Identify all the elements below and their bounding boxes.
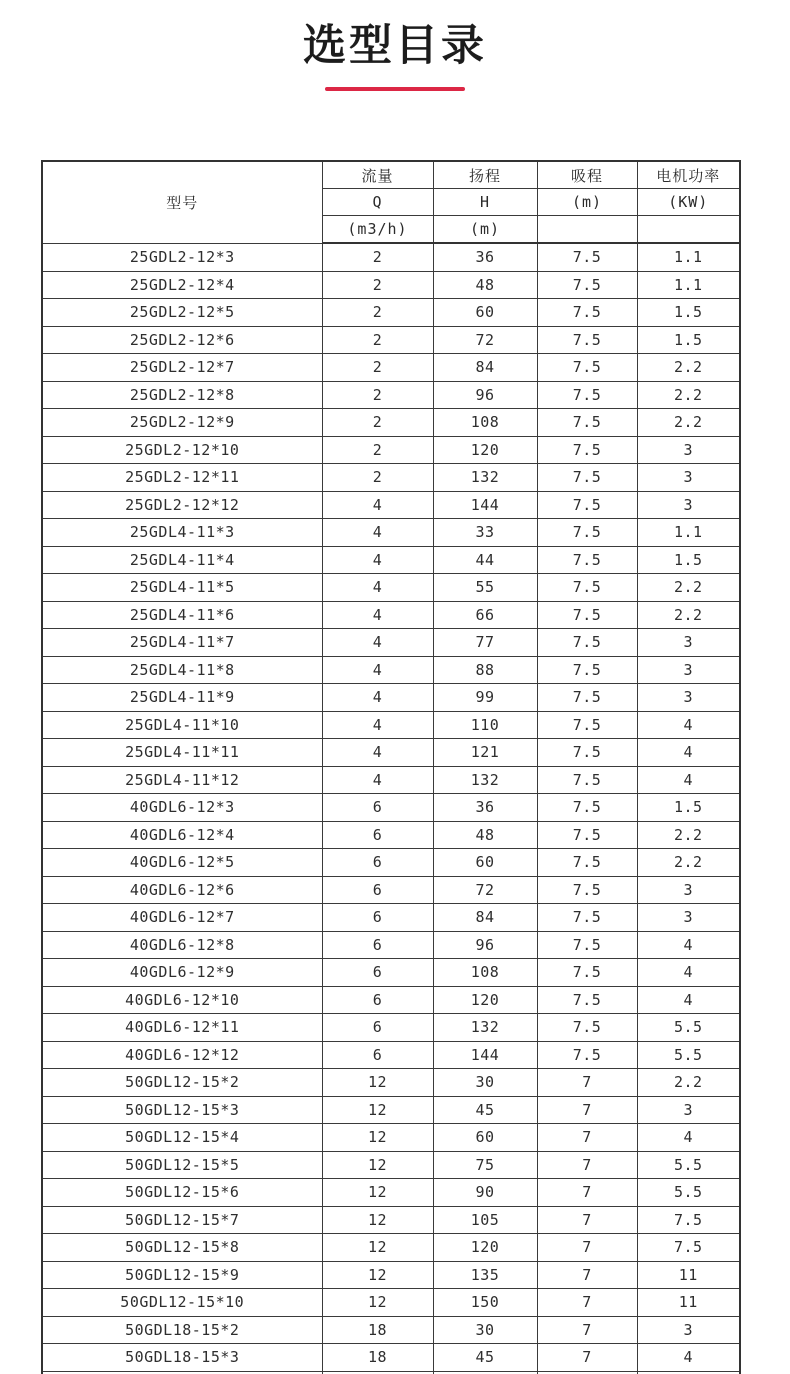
power-cell: 4 bbox=[637, 711, 740, 739]
table-row bbox=[42, 1234, 740, 1262]
power-cell: 2.2 bbox=[637, 1069, 740, 1097]
suction-cell: 7.5 bbox=[537, 684, 637, 712]
head-cell: 84 bbox=[433, 354, 537, 382]
header-row-1 bbox=[42, 161, 740, 189]
header-flow-unit: (m3/h) bbox=[322, 216, 433, 244]
model-cell: 50GDL12-15*9 bbox=[42, 1261, 322, 1289]
power-cell: 5.5 bbox=[637, 1179, 740, 1207]
power-cell: 3 bbox=[637, 876, 740, 904]
table-row bbox=[42, 1069, 740, 1097]
table-row bbox=[42, 1206, 740, 1234]
model-cell: 25GDL2-12*9 bbox=[42, 409, 322, 437]
table-row bbox=[42, 381, 740, 409]
model-cell: 50GDL12-15*7 bbox=[42, 1206, 322, 1234]
table-row bbox=[42, 821, 740, 849]
power-cell: 3 bbox=[637, 1316, 740, 1344]
power-cell: 1.1 bbox=[637, 271, 740, 299]
power-cell: 2.2 bbox=[637, 849, 740, 877]
power-cell: 2.2 bbox=[637, 821, 740, 849]
head-cell: 55 bbox=[433, 574, 537, 602]
suction-cell: 7.5 bbox=[537, 1041, 637, 1069]
table-row bbox=[42, 574, 740, 602]
flow-cell: 12 bbox=[322, 1261, 433, 1289]
flow-cell: 6 bbox=[322, 876, 433, 904]
flow-cell: 4 bbox=[322, 739, 433, 767]
model-cell: 25GDL4-11*12 bbox=[42, 766, 322, 794]
power-cell: 3 bbox=[637, 904, 740, 932]
model-cell: 40GDL6-12*4 bbox=[42, 821, 322, 849]
suction-cell: 7.5 bbox=[537, 354, 637, 382]
flow-cell: 4 bbox=[322, 601, 433, 629]
flow-cell: 2 bbox=[322, 436, 433, 464]
model-cell: 25GDL4-11*8 bbox=[42, 656, 322, 684]
flow-cell: 6 bbox=[322, 959, 433, 987]
suction-cell: 7.5 bbox=[537, 326, 637, 354]
power-cell: 1.5 bbox=[637, 794, 740, 822]
power-cell: 7.5 bbox=[637, 1206, 740, 1234]
flow-cell: 4 bbox=[322, 656, 433, 684]
head-cell: 44 bbox=[433, 546, 537, 574]
header-suction: 吸程 bbox=[537, 161, 637, 189]
header-suction-blank bbox=[537, 216, 637, 244]
flow-cell: 6 bbox=[322, 1041, 433, 1069]
model-cell: 50GDL12-15*4 bbox=[42, 1124, 322, 1152]
table-row bbox=[42, 1096, 740, 1124]
model-cell: 50GDL12-15*5 bbox=[42, 1151, 322, 1179]
table-row bbox=[42, 739, 740, 767]
power-cell: 4 bbox=[637, 986, 740, 1014]
power-cell: 4 bbox=[637, 1124, 740, 1152]
table-row bbox=[42, 684, 740, 712]
flow-cell: 6 bbox=[322, 1014, 433, 1042]
model-cell: 40GDL6-12*11 bbox=[42, 1014, 322, 1042]
table-row bbox=[42, 1261, 740, 1289]
flow-cell: 12 bbox=[322, 1179, 433, 1207]
model-cell: 50GDL12-15*3 bbox=[42, 1096, 322, 1124]
model-cell: 25GDL2-12*11 bbox=[42, 464, 322, 492]
header-model: 型号 bbox=[42, 161, 322, 243]
suction-cell: 7.5 bbox=[537, 519, 637, 547]
suction-cell: 7.5 bbox=[537, 409, 637, 437]
suction-cell: 7.5 bbox=[537, 904, 637, 932]
head-cell: 60 bbox=[433, 299, 537, 327]
model-cell: 25GDL2-12*12 bbox=[42, 491, 322, 519]
model-cell: 25GDL4-11*7 bbox=[42, 629, 322, 657]
power-cell: 2.2 bbox=[637, 601, 740, 629]
flow-cell: 4 bbox=[322, 491, 433, 519]
model-cell: 40GDL6-12*7 bbox=[42, 904, 322, 932]
head-cell: 110 bbox=[433, 711, 537, 739]
model-cell: 25GDL2-12*7 bbox=[42, 354, 322, 382]
flow-cell: 2 bbox=[322, 381, 433, 409]
model-cell: 50GDL12-15*6 bbox=[42, 1179, 322, 1207]
head-cell: 36 bbox=[433, 794, 537, 822]
suction-cell: 7.5 bbox=[537, 876, 637, 904]
head-cell: 77 bbox=[433, 629, 537, 657]
power-cell: 4 bbox=[637, 1344, 740, 1372]
table-row bbox=[42, 1179, 740, 1207]
power-cell: 1.5 bbox=[637, 299, 740, 327]
suction-cell: 7.5 bbox=[537, 574, 637, 602]
table-row bbox=[42, 464, 740, 492]
flow-cell: 6 bbox=[322, 849, 433, 877]
head-cell: 90 bbox=[433, 1179, 537, 1207]
suction-cell: 7.5 bbox=[537, 794, 637, 822]
table-row bbox=[42, 656, 740, 684]
model-cell: 40GDL6-12*10 bbox=[42, 986, 322, 1014]
head-cell: 45 bbox=[433, 1096, 537, 1124]
model-cell: 40GDL6-12*12 bbox=[42, 1041, 322, 1069]
table-row bbox=[42, 904, 740, 932]
suction-cell: 7 bbox=[537, 1261, 637, 1289]
flow-cell: 12 bbox=[322, 1096, 433, 1124]
head-cell: 88 bbox=[433, 656, 537, 684]
model-cell: 25GDL2-12*10 bbox=[42, 436, 322, 464]
flow-cell: 4 bbox=[322, 684, 433, 712]
power-cell: 4 bbox=[637, 959, 740, 987]
head-cell: 48 bbox=[433, 821, 537, 849]
head-cell: 48 bbox=[433, 271, 537, 299]
model-cell: 25GDL2-12*8 bbox=[42, 381, 322, 409]
suction-cell: 7.5 bbox=[537, 766, 637, 794]
power-cell: 4 bbox=[637, 931, 740, 959]
table-row bbox=[42, 1124, 740, 1152]
header-head-unit: (m) bbox=[433, 216, 537, 244]
suction-cell: 7.5 bbox=[537, 711, 637, 739]
model-cell: 40GDL6-12*3 bbox=[42, 794, 322, 822]
head-cell: 99 bbox=[433, 684, 537, 712]
table-row bbox=[42, 959, 740, 987]
table-row bbox=[42, 436, 740, 464]
power-cell: 2.2 bbox=[637, 354, 740, 382]
head-cell: 72 bbox=[433, 326, 537, 354]
suction-cell: 7.5 bbox=[537, 271, 637, 299]
power-cell: 3 bbox=[637, 491, 740, 519]
flow-cell: 4 bbox=[322, 546, 433, 574]
model-cell: 40GDL6-12*8 bbox=[42, 931, 322, 959]
table-row bbox=[42, 1151, 740, 1179]
table-row bbox=[42, 243, 740, 271]
model-cell: 25GDL2-12*4 bbox=[42, 271, 322, 299]
suction-cell: 7 bbox=[537, 1316, 637, 1344]
model-cell: 50GDL18-15*2 bbox=[42, 1316, 322, 1344]
head-cell: 132 bbox=[433, 1014, 537, 1042]
flow-cell: 2 bbox=[322, 354, 433, 382]
suction-cell: 7.5 bbox=[537, 849, 637, 877]
suction-cell: 7.5 bbox=[537, 931, 637, 959]
head-cell: 36 bbox=[433, 243, 537, 271]
flow-cell: 12 bbox=[322, 1151, 433, 1179]
suction-cell: 7.5 bbox=[537, 243, 637, 271]
suction-cell: 7.5 bbox=[537, 601, 637, 629]
head-cell: 144 bbox=[433, 491, 537, 519]
flow-cell: 12 bbox=[322, 1124, 433, 1152]
header-power-unit: (KW) bbox=[637, 189, 740, 216]
table-row bbox=[42, 491, 740, 519]
power-cell: 2.2 bbox=[637, 381, 740, 409]
flow-cell: 18 bbox=[322, 1344, 433, 1372]
table-row bbox=[42, 1344, 740, 1372]
table-row bbox=[42, 766, 740, 794]
table-row bbox=[42, 876, 740, 904]
flow-cell: 6 bbox=[322, 986, 433, 1014]
flow-cell: 6 bbox=[322, 794, 433, 822]
head-cell: 135 bbox=[433, 1261, 537, 1289]
table-row bbox=[42, 1316, 740, 1344]
head-cell: 105 bbox=[433, 1206, 537, 1234]
table-row bbox=[42, 931, 740, 959]
flow-cell: 12 bbox=[322, 1234, 433, 1262]
flow-cell: 12 bbox=[322, 1206, 433, 1234]
power-cell: 3 bbox=[637, 684, 740, 712]
model-cell: 25GDL2-12*6 bbox=[42, 326, 322, 354]
suction-cell: 7 bbox=[537, 1289, 637, 1317]
table-row bbox=[42, 519, 740, 547]
header-flow: 流量 bbox=[322, 161, 433, 189]
head-cell: 60 bbox=[433, 1124, 537, 1152]
suction-cell: 7 bbox=[537, 1206, 637, 1234]
suction-cell: 7.5 bbox=[537, 959, 637, 987]
head-cell: 108 bbox=[433, 959, 537, 987]
power-cell: 3 bbox=[637, 464, 740, 492]
flow-cell: 4 bbox=[322, 629, 433, 657]
power-cell: 11 bbox=[637, 1261, 740, 1289]
suction-cell: 7 bbox=[537, 1096, 637, 1124]
power-cell: 3 bbox=[637, 1096, 740, 1124]
table-row bbox=[42, 1289, 740, 1317]
suction-cell: 7 bbox=[537, 1344, 637, 1372]
head-cell: 72 bbox=[433, 876, 537, 904]
head-cell: 120 bbox=[433, 436, 537, 464]
power-cell: 5.5 bbox=[637, 1014, 740, 1042]
power-cell: 4 bbox=[637, 766, 740, 794]
model-cell: 25GDL4-11*6 bbox=[42, 601, 322, 629]
table-row bbox=[42, 711, 740, 739]
table-row bbox=[42, 1041, 740, 1069]
suction-cell: 7.5 bbox=[537, 546, 637, 574]
head-cell: 150 bbox=[433, 1289, 537, 1317]
head-cell: 120 bbox=[433, 1234, 537, 1262]
suction-cell: 7 bbox=[537, 1069, 637, 1097]
model-cell: 25GDL4-11*11 bbox=[42, 739, 322, 767]
power-cell: 4 bbox=[637, 739, 740, 767]
power-cell: 3 bbox=[637, 656, 740, 684]
table-body bbox=[42, 243, 740, 1374]
suction-cell: 7.5 bbox=[537, 436, 637, 464]
power-cell: 1.1 bbox=[637, 519, 740, 547]
power-cell: 1.5 bbox=[637, 546, 740, 574]
head-cell: 121 bbox=[433, 739, 537, 767]
suction-cell: 7 bbox=[537, 1234, 637, 1262]
header-head: 扬程 bbox=[433, 161, 537, 189]
model-cell: 25GDL4-11*9 bbox=[42, 684, 322, 712]
header-power-blank bbox=[637, 216, 740, 244]
header-head-symbol: H bbox=[433, 189, 537, 216]
header-power: 电机功率 bbox=[637, 161, 740, 189]
head-cell: 120 bbox=[433, 986, 537, 1014]
flow-cell: 2 bbox=[322, 464, 433, 492]
table-row bbox=[42, 794, 740, 822]
flow-cell: 12 bbox=[322, 1289, 433, 1317]
head-cell: 75 bbox=[433, 1151, 537, 1179]
table-row bbox=[42, 986, 740, 1014]
table-row bbox=[42, 1014, 740, 1042]
flow-cell: 4 bbox=[322, 574, 433, 602]
model-cell: 25GDL2-12*3 bbox=[42, 243, 322, 271]
model-cell: 25GDL4-11*3 bbox=[42, 519, 322, 547]
suction-cell: 7.5 bbox=[537, 1014, 637, 1042]
table-row bbox=[42, 354, 740, 382]
head-cell: 96 bbox=[433, 931, 537, 959]
table-row bbox=[42, 326, 740, 354]
flow-cell: 2 bbox=[322, 243, 433, 271]
model-cell: 50GDL12-15*8 bbox=[42, 1234, 322, 1262]
suction-cell: 7 bbox=[537, 1151, 637, 1179]
head-cell: 30 bbox=[433, 1316, 537, 1344]
model-cell: 25GDL4-11*10 bbox=[42, 711, 322, 739]
suction-cell: 7 bbox=[537, 1124, 637, 1152]
suction-cell: 7 bbox=[537, 1179, 637, 1207]
suction-cell: 7.5 bbox=[537, 656, 637, 684]
flow-cell: 2 bbox=[322, 409, 433, 437]
table-row bbox=[42, 299, 740, 327]
model-cell: 25GDL4-11*4 bbox=[42, 546, 322, 574]
model-cell: 50GDL18-15*3 bbox=[42, 1344, 322, 1372]
header-suction-unit: (m) bbox=[537, 189, 637, 216]
table-header bbox=[42, 161, 740, 243]
model-cell: 50GDL12-15*2 bbox=[42, 1069, 322, 1097]
head-cell: 33 bbox=[433, 519, 537, 547]
head-cell: 144 bbox=[433, 1041, 537, 1069]
head-cell: 66 bbox=[433, 601, 537, 629]
head-cell: 96 bbox=[433, 381, 537, 409]
head-cell: 45 bbox=[433, 1344, 537, 1372]
flow-cell: 4 bbox=[322, 766, 433, 794]
power-cell: 1.1 bbox=[637, 243, 740, 271]
flow-cell: 4 bbox=[322, 519, 433, 547]
power-cell: 3 bbox=[637, 629, 740, 657]
model-cell: 25GDL2-12*5 bbox=[42, 299, 322, 327]
flow-cell: 6 bbox=[322, 904, 433, 932]
suction-cell: 7.5 bbox=[537, 986, 637, 1014]
title-underline bbox=[325, 87, 465, 91]
header-flow-symbol: Q bbox=[322, 189, 433, 216]
flow-cell: 6 bbox=[322, 821, 433, 849]
model-cell: 40GDL6-12*5 bbox=[42, 849, 322, 877]
suction-cell: 7.5 bbox=[537, 629, 637, 657]
power-cell: 3 bbox=[637, 436, 740, 464]
head-cell: 30 bbox=[433, 1069, 537, 1097]
head-cell: 60 bbox=[433, 849, 537, 877]
flow-cell: 2 bbox=[322, 299, 433, 327]
flow-cell: 2 bbox=[322, 326, 433, 354]
power-cell: 1.5 bbox=[637, 326, 740, 354]
model-cell: 40GDL6-12*9 bbox=[42, 959, 322, 987]
model-cell: 40GDL6-12*6 bbox=[42, 876, 322, 904]
suction-cell: 7.5 bbox=[537, 821, 637, 849]
table-row bbox=[42, 849, 740, 877]
power-cell: 2.2 bbox=[637, 574, 740, 602]
table-row bbox=[42, 629, 740, 657]
table-row bbox=[42, 271, 740, 299]
table-row bbox=[42, 409, 740, 437]
head-cell: 108 bbox=[433, 409, 537, 437]
power-cell: 2.2 bbox=[637, 409, 740, 437]
flow-cell: 12 bbox=[322, 1069, 433, 1097]
pump-selection-table bbox=[41, 160, 741, 1374]
table-row bbox=[42, 546, 740, 574]
model-cell: 25GDL4-11*5 bbox=[42, 574, 322, 602]
flow-cell: 18 bbox=[322, 1316, 433, 1344]
suction-cell: 7.5 bbox=[537, 381, 637, 409]
power-cell: 5.5 bbox=[637, 1041, 740, 1069]
flow-cell: 4 bbox=[322, 711, 433, 739]
suction-cell: 7.5 bbox=[537, 464, 637, 492]
page-title: 选型目录 bbox=[303, 21, 487, 71]
head-cell: 132 bbox=[433, 464, 537, 492]
power-cell: 11 bbox=[637, 1289, 740, 1317]
flow-cell: 6 bbox=[322, 931, 433, 959]
flow-cell: 2 bbox=[322, 271, 433, 299]
power-cell: 7.5 bbox=[637, 1234, 740, 1262]
model-cell: 50GDL12-15*10 bbox=[42, 1289, 322, 1317]
table-row bbox=[42, 601, 740, 629]
head-cell: 132 bbox=[433, 766, 537, 794]
head-cell: 84 bbox=[433, 904, 537, 932]
suction-cell: 7.5 bbox=[537, 299, 637, 327]
suction-cell: 7.5 bbox=[537, 491, 637, 519]
suction-cell: 7.5 bbox=[537, 739, 637, 767]
power-cell: 5.5 bbox=[637, 1151, 740, 1179]
